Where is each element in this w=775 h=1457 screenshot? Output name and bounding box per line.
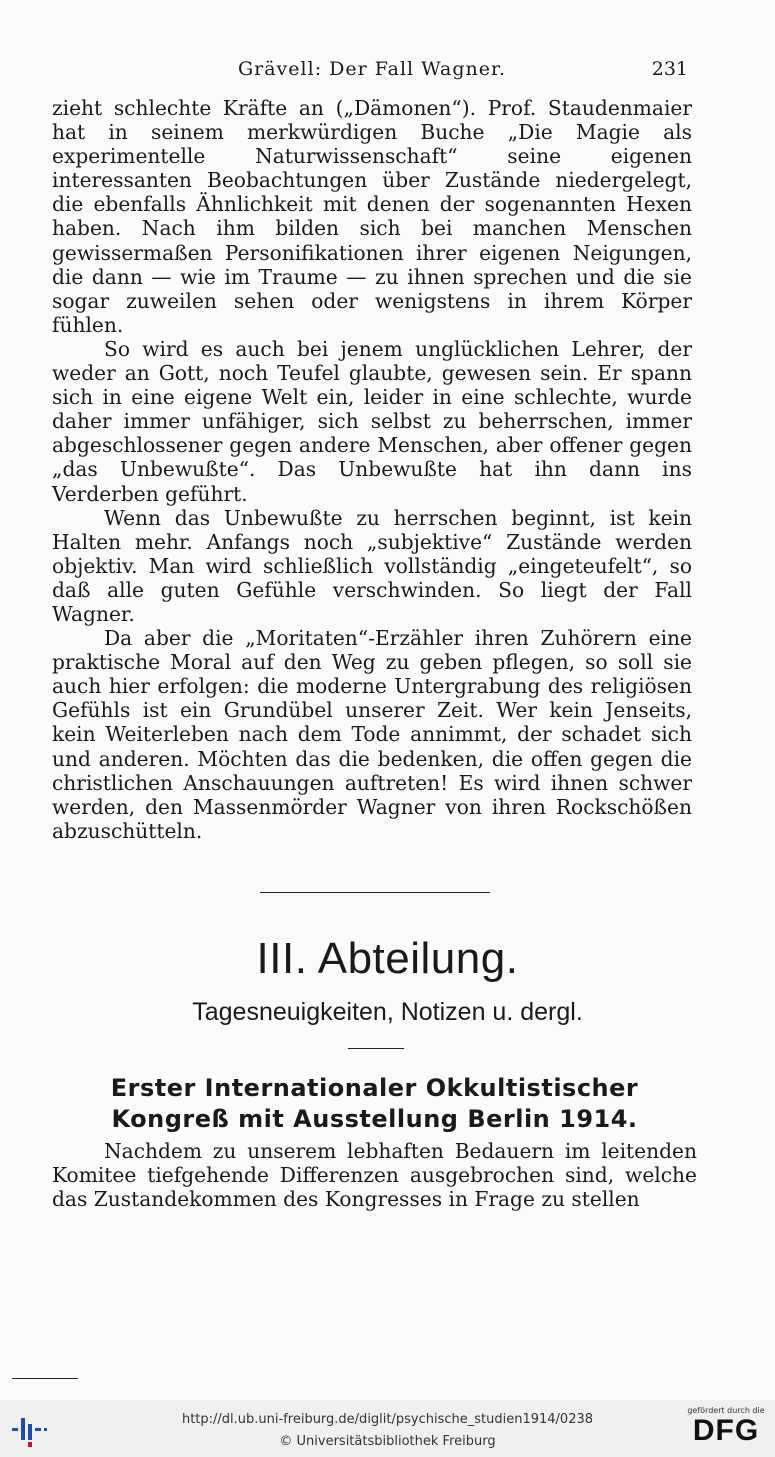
running-header (52, 58, 692, 86)
paragraph-2: So wird es auch bei jenem unglücklichen Lehrer, der weder an Gott, noch Teufel glaubte, gewesen sein. Er spann sich in eine eigene Welt ein, leider in eine schlechte, wurde daher immer unfähiger, sich selbst zu beherrschen, immer abgeschlossener gegen andere Menschen, aber offener gegen „das Unbewußte“. Das Unbewußte hat ihn dann ins Verderben geführt. (52, 336, 692, 506)
article-body (52, 96, 692, 843)
running-title: Grävell: Der Fall Wagner. (237, 58, 507, 80)
document-url-link[interactable]: http://dl.ub.uni-freiburg.de/diglit/psychische_studien1914/0238 (181, 1412, 594, 1427)
paragraph-4: Da aber die „Moritaten“-Erzähler ihren Zuhörern eine praktische Moral auf den Weg zu geben pflegen, so soll sie auch hier erfolgen: die moderne Untergrabung des religiösen Gefühls ist ein Grundübel unserer Zeit. Wer kein Jenseits, kein Weiterleben nach dem Tode annimmt, der schadet sich und anderen. Möchten das die bedenken, die offen gegen die christlichen Anschauungen auftreten! Es wird ihnen schwer werden, den Massenmörder Wagner von ihren Rockschößen abzuschütteln. (52, 626, 692, 843)
division-subtitle: Tagesneuigkeiten, Notizen u. dergl. (192, 998, 583, 1026)
footnote-rule (12, 1378, 78, 1379)
divider-rule-long (260, 892, 490, 893)
viewer-footer (0, 1400, 775, 1457)
section-heading (52, 1073, 697, 1135)
divider-rule-short (348, 1048, 404, 1049)
paragraph-3: Wenn das Unbewußte zu herrschen beginnt, ist kein Halten mehr. Anfangs noch „subjektive“ Zustände werden objektiv. Man wird schließlich vollständig „eingeteufelt“, so daß alle guten Gefühle verschwinden. So liegt der Fall Wagner. (52, 505, 692, 626)
section-heading-line-1: Erster Internationaler Okkultistischer (110, 1074, 639, 1102)
section-paragraph: Nachdem zu unserem lebhaften Bedauern im leitenden Komitee tiefgehende Differenzen ausgebrochen sind, welche das Zustandekommen des Kongresses in Frage zu stellen (52, 1139, 697, 1212)
dfg-logo-text: DFG (692, 1414, 760, 1447)
paragraph-1: zieht schlechte Kräfte an („Dämonen“). Prof. Staudenmaier hat in seinem merkwürdigen Buche „Die Magie als experimentelle Naturwissenschaft“ seine eigenen interessanten Beobachtungen über Zustände niedergelegt, die ebenfalls Ähnlichkeit mit denen der sogenannten Hexen haben. Nach ihm bilden sich bei manchen Menschen gewissermaßen Personifikationen ihrer eigenen Neigungen, die dann — wie im Traume — zu ihnen sprechen und die sie sogar zuweilen sehen oder wenigstens in ihrem Körper fühlen. (52, 96, 692, 337)
section-body (52, 1139, 697, 1211)
dfg-logo (685, 1406, 767, 1452)
division-title: III. Abteilung. (256, 934, 519, 983)
copyright-notice: © Universitätsbibliothek Freiburg (279, 1434, 496, 1449)
page-number: 231 (651, 58, 688, 80)
funder-caption: gefördert durch die (687, 1406, 765, 1415)
section-heading-line-2: Kongreß mit Ausstellung Berlin 1914. (111, 1105, 638, 1133)
